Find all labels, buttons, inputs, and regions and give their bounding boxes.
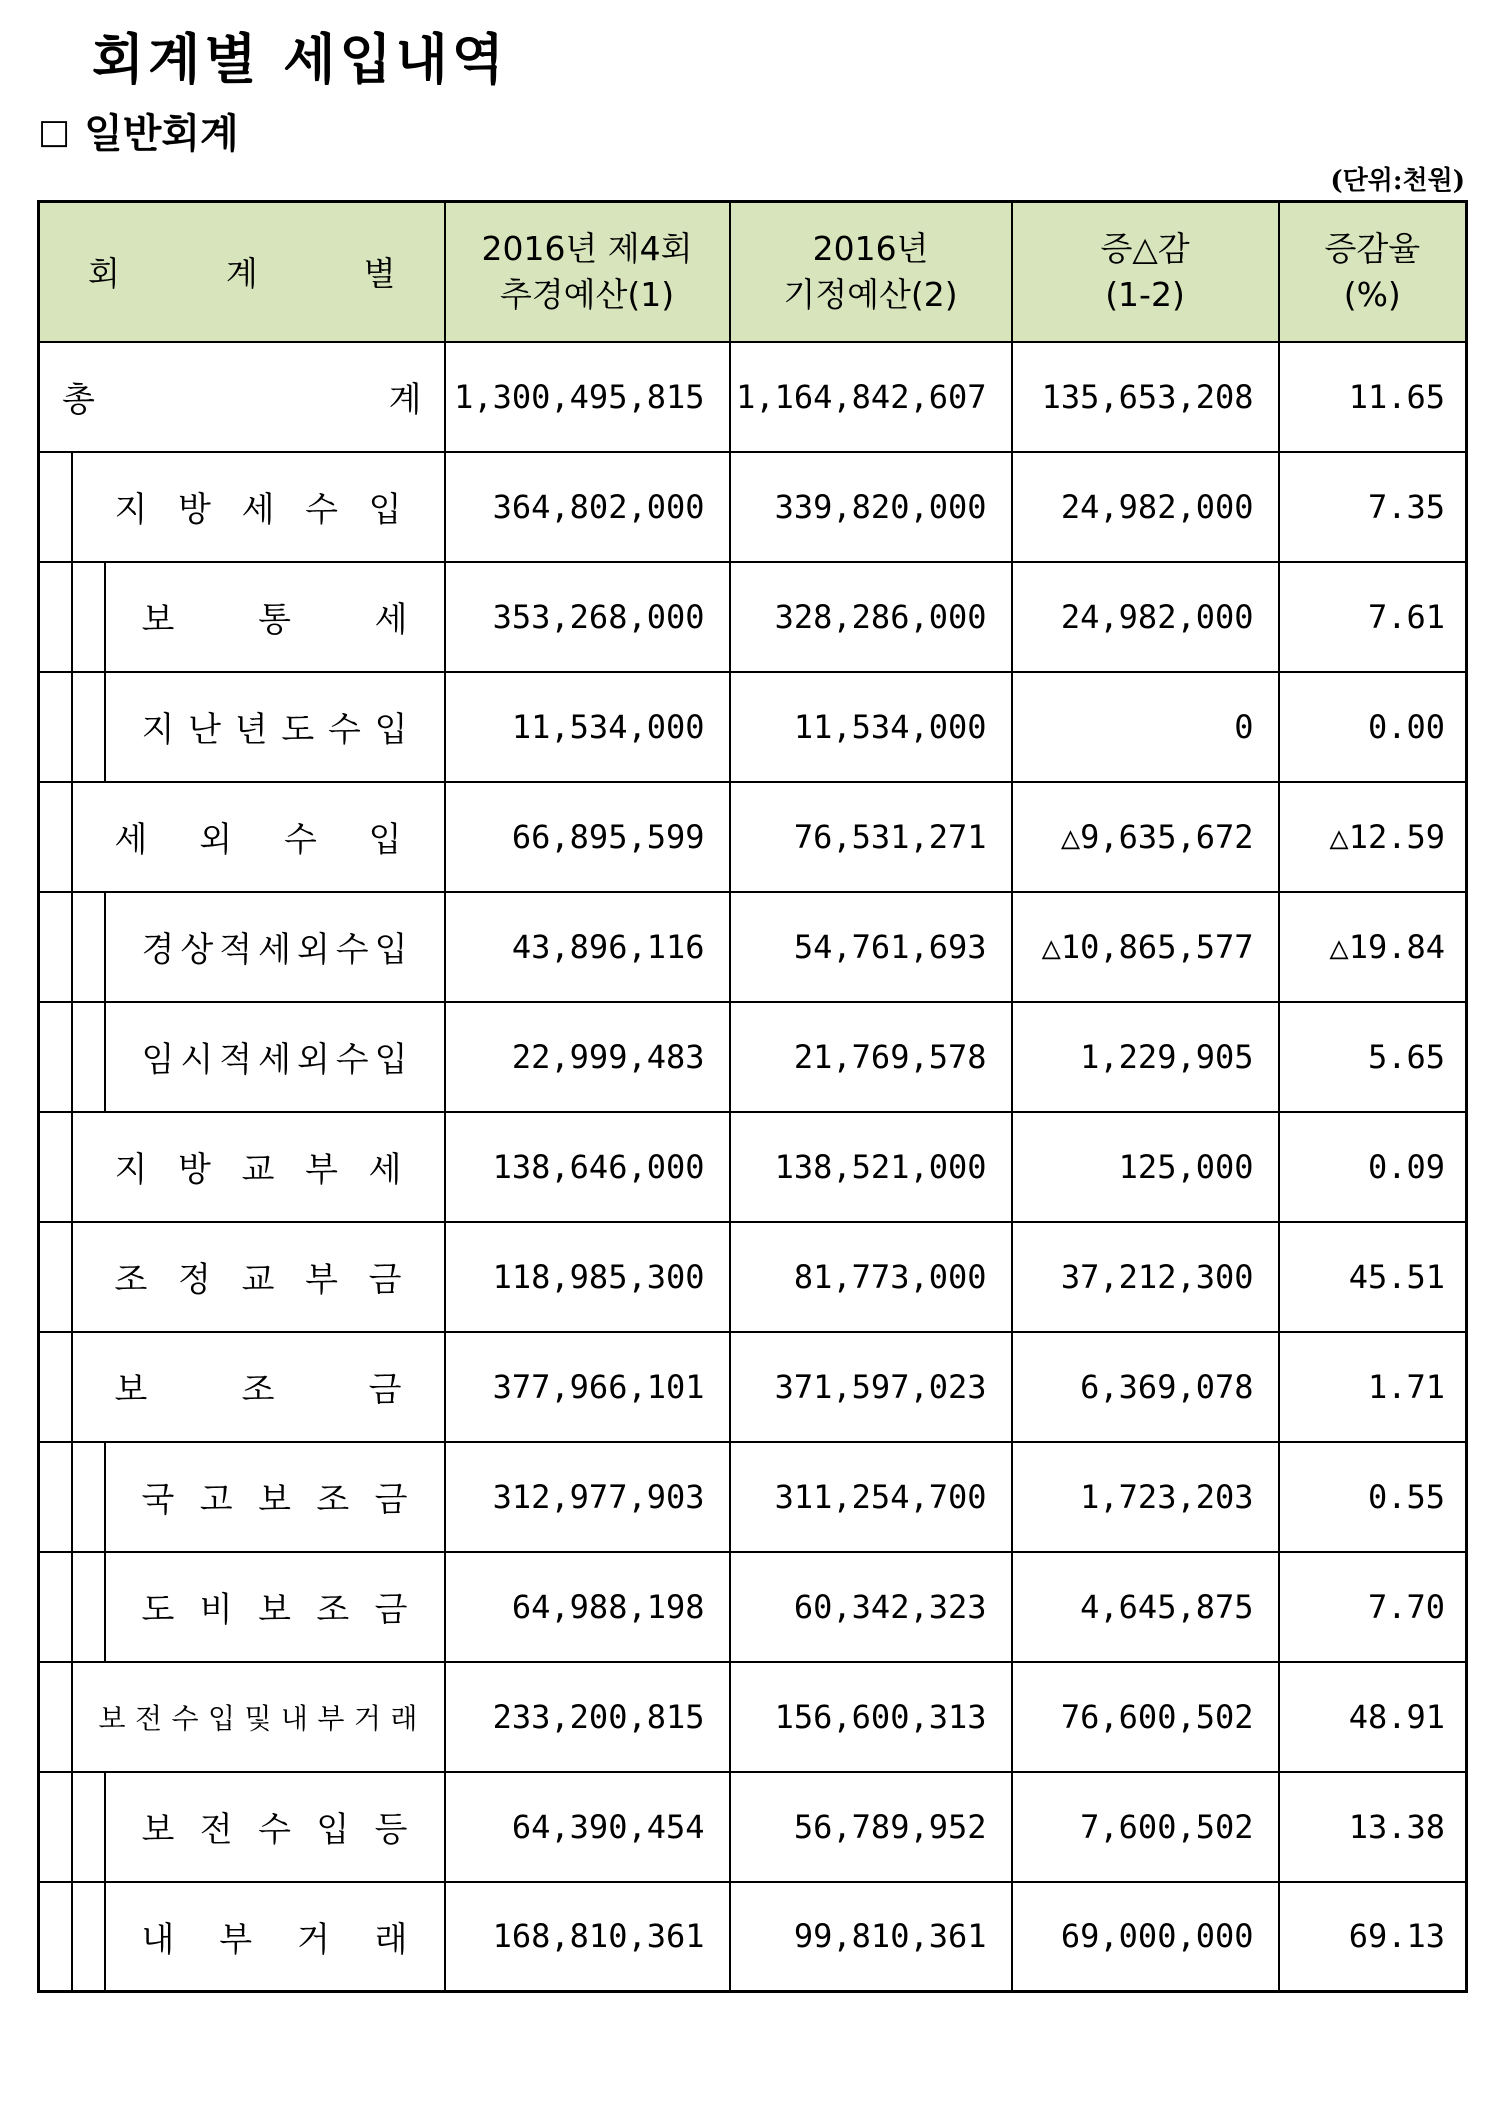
row-label-cell: [39, 342, 445, 452]
difference-cell: 125,000: [1012, 1112, 1279, 1222]
base-budget-cell: 371,597,023: [730, 1332, 1012, 1442]
rate-cell: 1.71: [1279, 1332, 1467, 1442]
row-label-cell: [72, 1662, 445, 1772]
table-row: [39, 1002, 1467, 1112]
indent-strip: [72, 1552, 105, 1662]
row-label-cell: [105, 1002, 445, 1112]
base-budget-cell: 56,789,952: [730, 1772, 1012, 1882]
header-account: 회 계 별: [39, 202, 445, 342]
rate-cell: 7.61: [1279, 562, 1467, 672]
difference-cell: 7,600,502: [1012, 1772, 1279, 1882]
row-label-cell: [105, 672, 445, 782]
amended-budget-cell: 43,896,116: [445, 892, 730, 1002]
base-budget-cell: 60,342,323: [730, 1552, 1012, 1662]
row-label-cell: [105, 1772, 445, 1882]
amended-budget-cell: 377,966,101: [445, 1332, 730, 1442]
amended-budget-cell: 64,988,198: [445, 1552, 730, 1662]
difference-cell: 24,982,000: [1012, 452, 1279, 562]
amended-budget-cell: 138,646,000: [445, 1112, 730, 1222]
header-difference: 증△감 (1-2): [1012, 202, 1279, 342]
row-label-cell: [105, 1442, 445, 1552]
rate-cell: 48.91: [1279, 1662, 1467, 1772]
difference-cell: 1,723,203: [1012, 1442, 1279, 1552]
indent-strip: [72, 1882, 105, 1992]
table-row: [39, 1772, 1467, 1882]
indent-strip: [72, 1772, 105, 1882]
amended-budget-cell: 168,810,361: [445, 1882, 730, 1992]
rate-cell: 0.00: [1279, 672, 1467, 782]
header-base-budget: 2016년 기정예산(2): [730, 202, 1012, 342]
table-row: [39, 1442, 1467, 1552]
difference-cell: 1,229,905: [1012, 1002, 1279, 1112]
indent-strip: [39, 1772, 72, 1882]
base-budget-cell: 156,600,313: [730, 1662, 1012, 1772]
revenue-table: [37, 200, 1468, 1993]
row-label: 국 고 보 조 금: [141, 1480, 408, 1521]
table-row: [39, 452, 1467, 562]
table-row: [39, 562, 1467, 672]
row-label: 임 시 적 세 외 수 입: [141, 1040, 408, 1081]
row-label: 지 방 세 수 입: [114, 490, 402, 531]
indent-strip: [39, 1442, 72, 1552]
difference-cell: 37,212,300: [1012, 1222, 1279, 1332]
base-budget-cell: 311,254,700: [730, 1442, 1012, 1552]
indent-strip: [39, 1882, 72, 1992]
rate-cell: 7.70: [1279, 1552, 1467, 1662]
rate-cell: △12.59: [1279, 782, 1467, 892]
row-label-cell: [72, 1112, 445, 1222]
rate-cell: 5.65: [1279, 1002, 1467, 1112]
page-title: 회계별 세입내역: [92, 27, 508, 91]
amended-budget-cell: 22,999,483: [445, 1002, 730, 1112]
indent-strip: [72, 1442, 105, 1552]
amended-budget-cell: 233,200,815: [445, 1662, 730, 1772]
indent-strip: [39, 452, 72, 562]
row-label-cell: [72, 1332, 445, 1442]
indent-strip: [39, 1552, 72, 1662]
table-row: [39, 1332, 1467, 1442]
section-heading: [38, 112, 1500, 156]
difference-cell: 6,369,078: [1012, 1332, 1279, 1442]
row-label: 보 전 수 입 및 내 부 거 래: [98, 1701, 418, 1735]
rate-cell: 11.65: [1279, 342, 1467, 452]
base-budget-cell: 1,164,842,607: [730, 342, 1012, 452]
row-label: 보 통 세: [141, 600, 408, 641]
row-label-cell: [105, 892, 445, 1002]
row-label: 총 계: [62, 380, 422, 421]
rate-cell: 7.35: [1279, 452, 1467, 562]
amended-budget-cell: 118,985,300: [445, 1222, 730, 1332]
indent-strip: [72, 892, 105, 1002]
table-row: [39, 1552, 1467, 1662]
amended-budget-cell: 312,977,903: [445, 1442, 730, 1552]
difference-cell: △10,865,577: [1012, 892, 1279, 1002]
checkbox-square-icon: □: [38, 112, 71, 153]
header-rate: 증감율 (%): [1279, 202, 1467, 342]
table-row: [39, 1112, 1467, 1222]
amended-budget-cell: 66,895,599: [445, 782, 730, 892]
base-budget-cell: 328,286,000: [730, 562, 1012, 672]
indent-strip: [39, 672, 72, 782]
row-label-cell: [72, 1222, 445, 1332]
indent-strip: [72, 562, 105, 672]
indent-strip: [39, 1662, 72, 1772]
table-row: [39, 1222, 1467, 1332]
amended-budget-cell: 364,802,000: [445, 452, 730, 562]
table-row: [39, 672, 1467, 782]
row-label-cell: [72, 452, 445, 562]
indent-strip: [39, 782, 72, 892]
amended-budget-cell: 11,534,000: [445, 672, 730, 782]
base-budget-cell: 339,820,000: [730, 452, 1012, 562]
rate-cell: 69.13: [1279, 1882, 1467, 1992]
indent-strip: [39, 1002, 72, 1112]
row-label: 지 난 년 도 수 입: [141, 710, 408, 751]
row-label: 세 외 수 입: [114, 820, 402, 861]
base-budget-cell: 11,534,000: [730, 672, 1012, 782]
difference-cell: 4,645,875: [1012, 1552, 1279, 1662]
table-row-total: [39, 342, 1467, 452]
rate-cell: 0.55: [1279, 1442, 1467, 1552]
unit-note: (단위:천원): [1330, 166, 1465, 197]
base-budget-cell: 99,810,361: [730, 1882, 1012, 1992]
table-row: [39, 782, 1467, 892]
row-label: 조 정 교 부 금: [114, 1260, 402, 1301]
section-title: 일반회계: [84, 110, 239, 158]
row-label-cell: [105, 562, 445, 672]
row-label-cell: [105, 1552, 445, 1662]
difference-cell: 0: [1012, 672, 1279, 782]
indent-strip: [39, 562, 72, 672]
amended-budget-cell: 64,390,454: [445, 1772, 730, 1882]
row-label-cell: [72, 782, 445, 892]
row-label: 내 부 거 래: [141, 1919, 408, 1960]
rate-cell: 13.38: [1279, 1772, 1467, 1882]
difference-cell: 69,000,000: [1012, 1882, 1279, 1992]
row-label: 경 상 적 세 외 수 입: [141, 930, 408, 971]
table-row: [39, 1882, 1467, 1992]
table-row: [39, 1662, 1467, 1772]
rate-cell: 45.51: [1279, 1222, 1467, 1332]
difference-cell: △9,635,672: [1012, 782, 1279, 892]
table-row: [39, 892, 1467, 1002]
rate-cell: △19.84: [1279, 892, 1467, 1002]
amended-budget-cell: 353,268,000: [445, 562, 730, 672]
indent-strip: [72, 672, 105, 782]
difference-cell: 76,600,502: [1012, 1662, 1279, 1772]
base-budget-cell: 81,773,000: [730, 1222, 1012, 1332]
indent-strip: [39, 1222, 72, 1332]
base-budget-cell: 54,761,693: [730, 892, 1012, 1002]
difference-cell: 135,653,208: [1012, 342, 1279, 452]
header-row: [39, 202, 1467, 342]
indent-strip: [39, 1112, 72, 1222]
row-label: 보 전 수 입 등: [141, 1810, 408, 1851]
base-budget-cell: 76,531,271: [730, 782, 1012, 892]
indent-strip: [39, 892, 72, 1002]
row-label: 지 방 교 부 세: [114, 1150, 402, 1191]
base-budget-cell: 138,521,000: [730, 1112, 1012, 1222]
amended-budget-cell: 1,300,495,815: [445, 342, 730, 452]
rate-cell: 0.09: [1279, 1112, 1467, 1222]
indent-strip: [39, 1332, 72, 1442]
difference-cell: 24,982,000: [1012, 562, 1279, 672]
row-label: 보 조 금: [114, 1370, 402, 1411]
row-label: 도 비 보 조 금: [141, 1590, 408, 1631]
header-amended-budget: 2016년 제4회 추경예산(1): [445, 202, 730, 342]
indent-strip: [72, 1002, 105, 1112]
row-label-cell: [105, 1882, 445, 1992]
base-budget-cell: 21,769,578: [730, 1002, 1012, 1112]
